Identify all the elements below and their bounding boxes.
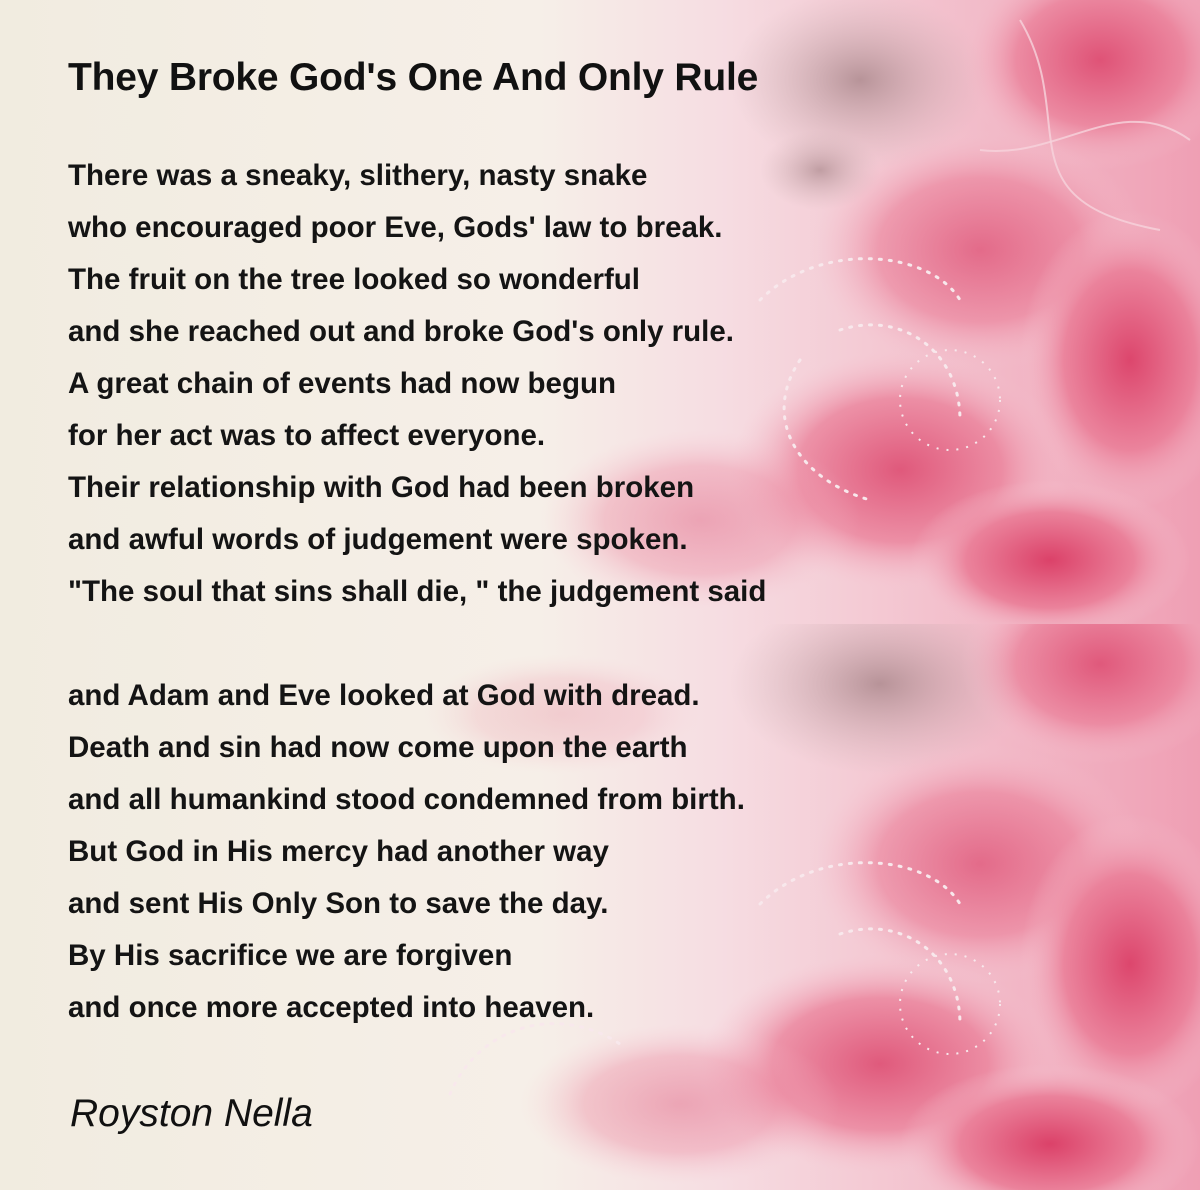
poem-line: and sent His Only Son to save the day. [68,887,609,920]
poem-line: A great chain of events had now begun [68,367,616,400]
stanza-2 [68,674,745,1038]
poem-title: They Broke God's One And Only Rule [68,56,759,99]
poem-line: Their relationship with God had been broken [68,471,695,504]
poem-line: and awful words of judgement were spoken. [68,523,688,556]
poem-line: for her act was to affect everyone. [68,419,546,452]
poem-line: By His sacrifice we are forgiven [68,939,513,972]
poem-line: and Adam and Eve looked at God with dread. [68,679,700,712]
poem-line: and she reached out and broke God's only rule. [68,315,734,348]
poem-author: Royston Nella [70,1092,313,1135]
poem-line: "The soul that sins shall die, " the judgement said [68,575,767,608]
poem-line: But God in His mercy had another way [68,835,609,868]
poem-line: There was a sneaky, slithery, nasty snake [68,159,648,192]
poem-line: who encouraged poor Eve, Gods' law to break. [68,211,723,244]
poem-line: Death and sin had now come upon the earth [68,731,688,764]
stanza-1 [68,154,766,622]
poem-line: The fruit on the tree looked so wonderful [68,263,640,296]
poem-line: and all humankind stood condemned from birth. [68,783,745,816]
poem-line: and once more accepted into heaven. [68,991,595,1024]
